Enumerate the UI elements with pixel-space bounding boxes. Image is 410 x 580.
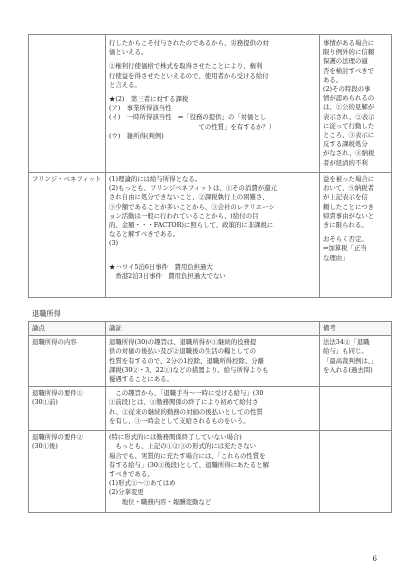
column-header: 論証 (106, 322, 320, 336)
table-row (29, 173, 392, 298)
table-continued (28, 34, 392, 298)
note-cell: 事情がある場合に 限り例外的に信頼 保護の法理の適 否を検討すべきで ある。 (2)その特段の事 情が認められるの は、①公的見解が 表示され、②表示 に従って行動した ところ、③表示に 反する課税処分 がなされ、④納税 者が経済的不利 (320, 35, 392, 173)
argument-cell: この趣旨から、「退職手当～一時に受ける給与」(30 ①前段)とは、①勤務関係の終了により初めて給付さ れ、②従来の継続的勤務の対価の後払いとしての性質 を有し、③一時金として支給されるものをいう。 (106, 387, 320, 431)
topic-cell: 退職所得の要件① (30①前) (29, 387, 106, 431)
table-row (29, 35, 392, 173)
argument-cell: 行したからこそ付与されたのであるから、労務提供の対 価といえる。 ②権利行使価格で株式を取得させたことにより、権利 行使益を得させたといえるので、使用者から受ける給付 と言える。 ★(2) 第三者に対する課税 (ア) 事業所得該当性 (イ) 一時所得該当性 ⇒「役務の提供」の「対価とし ての性質」を有するか？） (ウ) 雑所得(判例) (106, 35, 320, 173)
table-header-row (29, 322, 392, 336)
page-number: 6 (372, 555, 377, 563)
argument-cell: 退職所得(30)の趣旨は、退職所得が①継続的役務提 供の対価の後払い及び②退職後の生活の糧としての 性質を有するので、2分の1控除、退職所得控除、分離 課税(30②・3、22①)などの措置より、給与所得よりも 優遇することにある。 (106, 336, 320, 387)
argument-cell: (1)理論的には給与所得となる。 (2)もっとも、フリンジベネフィットは、①その消費が還元 され自由に処分できないこと、②課税執行上の困難さ、 ③少額であることが多いことから、③会社のレクリエーシ ョン活動は一般に行われていることから、(給付の目 的、金額・・・FACTOR)に照らして、政策的に非課税に なると解すべきである。 (3) ★ハワイ5泊6日事件 費用負担過大 香港2泊3日事件 費用負担過大でない (106, 173, 320, 298)
column-header: 備考 (320, 322, 392, 336)
table-row (29, 431, 392, 513)
note-cell: 益を被った場合に おいて、⑤納税者 が上記表示を信 頼したことにつき 帰責事由がないと きに限られる。 おそらく否定。 ⇒加算税「正当 な理由」 (320, 173, 392, 298)
note-cell (320, 387, 392, 431)
table-row (29, 336, 392, 387)
table-row (29, 387, 392, 431)
retirement-income-table (28, 321, 392, 513)
note-cell: 法法34②「退職 給与」も同じ。 「最高裁判例は、」 を入れる(過去問) (320, 336, 392, 387)
topic-cell: フリンジ・ベネフィット (29, 173, 106, 298)
topic-cell: 退職所得の内容 (29, 336, 106, 387)
section-title: 退職所得 (32, 309, 61, 318)
note-cell (320, 431, 392, 513)
topic-cell (29, 35, 106, 173)
topic-cell: 退職所得の要件② (30①後) (29, 431, 106, 513)
column-header: 論点 (29, 322, 106, 336)
argument-cell: (特に形式的には勤務関係終了していない場合) もっとも、上記の①②③の形式的には充たさない 場合でも、実質的に充たす場合には、「これらの性質を 有する給与」(30①後段)として、退職所得にあたると解 すべきである。 (1)形式①～③あてはめ (2)分掌変更 地位・職務内容・報酬変動など (106, 431, 320, 513)
